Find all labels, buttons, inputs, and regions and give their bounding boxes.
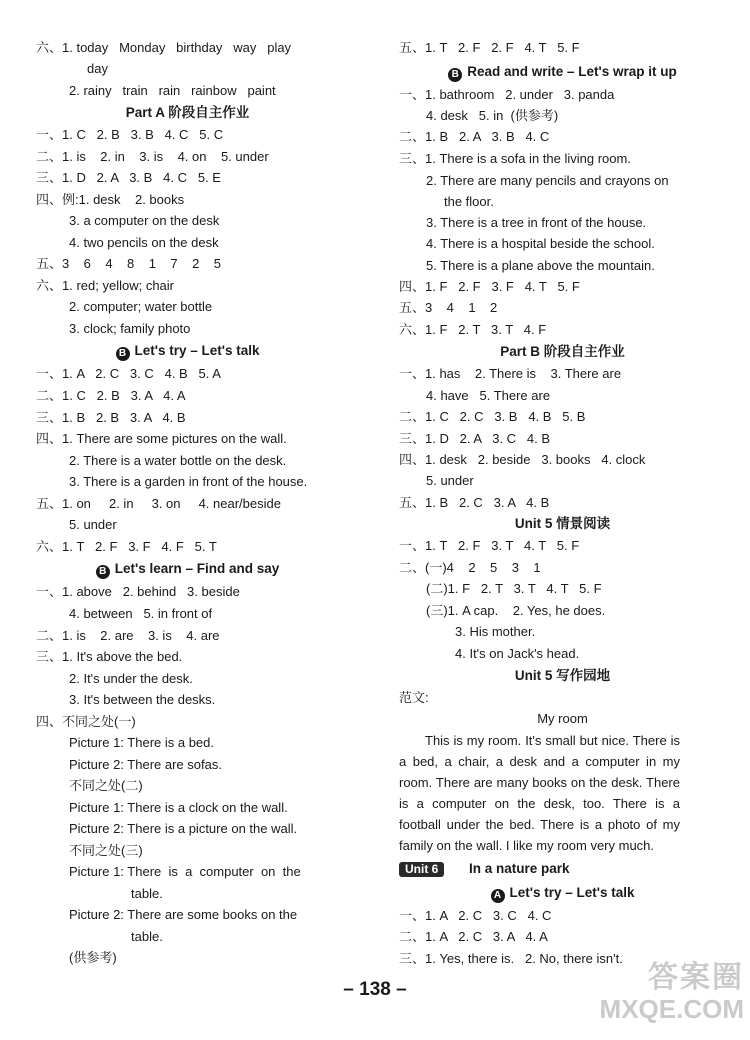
answer-line: 3. a computer on the desk [69,213,220,228]
page-number: – 138 – [343,979,407,1000]
essay-body: This is my room. It's small but nice. There is a bed, a chair, a desk and a computer in my room. There are many books on the desk. There is a computer on the desk, too. There is a football under the bed. There is a photo of my family on the wall. I like my room very much. [399,733,680,853]
answer-line: 3. It's between the desks. [69,692,216,707]
section-b-badge: B [116,347,130,361]
answer-line: 四、例:1. desk 2. books [36,192,185,207]
answer-line: 一、1. T 2. F 3. T 4. T 5. F [399,538,580,553]
essay-title: My room [537,711,588,726]
answer-line: 4. two pencils on the desk [69,235,219,250]
answer-line: 2. There is a water bottle on the desk. [69,453,287,468]
answer-line: 五、1. B 2. C 3. A 4. B [399,495,550,510]
answer-line: 二、1. is 2. are 3. is 4. are [36,628,220,643]
watermark-url: MXQE.COM [599,994,744,1024]
answer-line: Picture 1: There is a computer on the [69,864,301,879]
watermark-text: 答案圈 [648,961,744,994]
answer-line: (三)1. A cap. 2. Yes, he does. [426,603,606,618]
section-heading [375,882,750,903]
answer-line: 三、1. B 2. B 3. A 4. B [36,410,186,425]
answer-line: 4. desk 5. in (供参考) [426,108,559,123]
answer-line: 六、1. T 2. F 3. F 4. F 5. T [36,539,217,554]
answer-line: 二、1. C 2. B 3. A 4. A [36,388,186,403]
answer-line: 六、1. F 2. T 3. T 4. F [399,322,547,337]
answer-line: 二、(一)4 2 5 3 1 [399,560,541,575]
section-heading [0,340,375,361]
section-b-badge: B [448,68,462,82]
answer-line: Picture 1: There is a bed. [69,735,215,750]
answer-line: 范文: [399,690,429,705]
answer-line: the floor. [444,194,494,209]
answer-line: (供参考) [69,950,117,965]
answer-line: 3. clock; family photo [69,321,191,336]
answer-line: 五、1. T 2. F 2. F 4. T 5. F [399,40,580,55]
answer-line: 五、3 4 1 2 [399,300,498,315]
answer-line: Picture 1: There is a clock on the wall. [69,800,288,815]
answer-line: 六、1. red; yellow; chair [36,278,174,293]
answer-line: 4. have 5. There are [426,388,551,403]
answer-line: 三、1. It's above the bed. [36,649,183,664]
answer-line: 4. There is a hospital beside the school. [426,236,655,251]
answer-line: 3. There is a garden in front of the house. [69,474,308,489]
answer-line: 一、1. has 2. There is 3. There are [399,366,622,381]
answer-line: 四、1. desk 2. beside 3. books 4. clock [399,452,646,467]
section-heading: Unit 5 情景阅读 [514,516,611,531]
answer-line: 三、1. There is a sofa in the living room. [399,151,631,166]
answer-line: 不同之处(二) [69,778,143,793]
section-heading: Unit 5 写作园地 [514,668,611,683]
answer-line: 三、1. D 2. A 3. C 4. B [399,431,551,446]
answer-line: 四、1. There are some pictures on the wall. [36,431,287,446]
answer-line: Picture 2: There are some books on the [69,907,298,922]
answer-line: Picture 2: There are sofas. [69,757,222,772]
answer-line: 4. between 5. in front of [69,606,213,621]
answer-line: Picture 2: There is a picture on the wall. [69,821,298,836]
unit-tag: Unit 6 [399,862,444,877]
section-heading-text: Read and write – Let's wrap it up [467,64,677,79]
answer-line: 二、1. C 2. C 3. B 4. B 5. B [399,409,586,424]
answer-line: 一、1. above 2. behind 3. beside [36,584,240,599]
answer-line: 三、1. Yes, there is. 2. No, there isn't. [399,951,623,966]
answer-line: 5. There is a plane above the mountain. [426,258,655,273]
answer-line: 2. computer; water bottle [69,299,213,314]
answer-line: 六、1. today Monday birthday way play [36,40,292,55]
answer-line: (二)1. F 2. T 3. T 4. T 5. F [426,581,602,596]
section-heading-text: Let's try – Let's talk [134,343,260,358]
answer-line: 2. It's under the desk. [69,671,193,686]
answer-line: 不同之处(三) [69,843,143,858]
section-a-badge: A [491,889,505,903]
answer-line: table. [131,886,163,901]
section-b-badge: B [96,565,110,579]
section-heading-text: Let's learn – Find and say [114,561,280,576]
section-heading: Part A 阶段自主作业 [125,105,250,120]
section-heading: Part B 阶段自主作业 [500,344,625,359]
answer-line: 3. His mother. [455,624,536,639]
answer-line: 5. under [426,473,474,488]
answer-line: day [87,61,108,76]
answer-line: 五、3 6 4 8 1 7 2 5 [36,256,221,271]
answer-line: 5. under [69,517,117,532]
answer-line: 2. rainy train rain rainbow paint [69,83,276,98]
answer-line: 4. It's on Jack's head. [455,646,580,661]
answer-line: table. [131,929,163,944]
section-heading [0,558,375,579]
section-heading [375,61,750,82]
answer-line: 四、不同之处(一) [36,714,136,729]
answer-line: 3. There is a tree in front of the house. [426,215,647,230]
answer-line: 一、1. A 2. C 3. C 4. B 5. A [36,366,221,381]
section-heading-text: Let's try – Let's talk [509,885,635,900]
answer-line: 一、1. C 2. B 3. B 4. C 5. C [36,127,224,142]
answer-line: 五、1. on 2. in 3. on 4. near/beside [36,496,281,511]
answer-line: 二、1. A 2. C 3. A 4. A [399,929,548,944]
unit-title: In a nature park [469,861,570,876]
answer-line: 三、1. D 2. A 3. B 4. C 5. E [36,170,221,185]
answer-line: 一、1. bathroom 2. under 3. panda [399,87,615,102]
answer-line: 二、1. is 2. in 3. is 4. on 5. under [36,149,269,164]
answer-line: 四、1. F 2. F 3. F 4. T 5. F [399,279,580,294]
answer-line: 2. There are many pencils and crayons on [426,173,669,188]
answer-line: 二、1. B 2. A 3. B 4. C [399,129,550,144]
answer-line: 一、1. A 2. C 3. C 4. C [399,908,552,923]
